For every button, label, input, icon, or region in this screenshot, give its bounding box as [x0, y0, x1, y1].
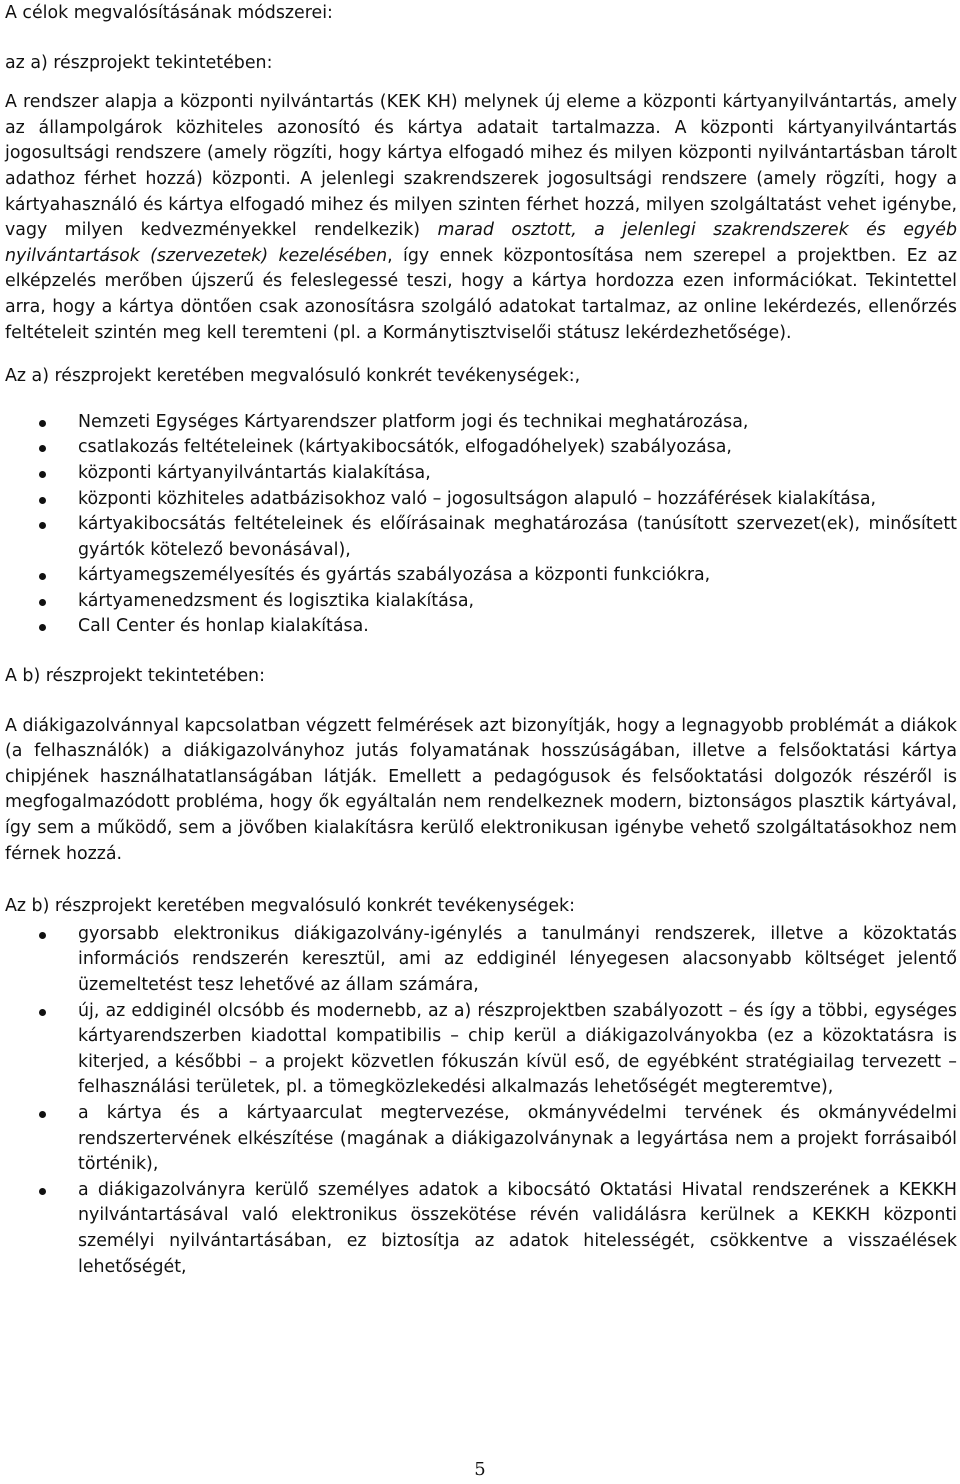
page-number: 5: [474, 1459, 486, 1480]
list-item-text: kártyakibocsátás feltételeinek és előírásainak meghatározása (tanúsított szervezet(ek), minősített gyártók kötelező bevonásával),: [78, 514, 957, 560]
list-item-text: Nemzeti Egységes Kártyarendszer platform jogi és technikai meghatározása,: [78, 411, 749, 432]
list-item-text: a kártya és a kártyaarculat megtervezése, okmányvédelmi tervének és okmányvédelmi rendszertervének elkészítése (magának a diákigazolványnak a legyártása nem a projekt forrásaiból történik),: [78, 1102, 957, 1175]
subproject-a-activities-list: [5, 410, 957, 640]
list-item-text: csatlakozás feltételeinek (kártyakibocsátók, elfogadóhelyek) szabályozása,: [78, 437, 732, 458]
methods-heading: A célok megvalósításának módszerei:: [5, 3, 333, 23]
list-item: [5, 487, 957, 513]
subproject-a-activities-heading: Az a) részprojekt keretében megvalósuló konkrét tevékenységek:,: [5, 366, 581, 387]
subproject-b-activities-list: [5, 922, 957, 1280]
bullet-icon: [39, 932, 46, 939]
list-item: [5, 1178, 957, 1280]
subproject-b-activities-heading: Az b) részprojekt keretében megvalósuló konkrét tevékenységek:: [5, 896, 575, 917]
bullet-icon: [39, 1009, 46, 1016]
list-item: [5, 1101, 957, 1178]
bullet-icon: [39, 445, 46, 452]
list-item: [5, 614, 957, 640]
bullet-icon: [39, 573, 46, 580]
subproject-a-paragraph: [5, 90, 957, 346]
list-item-text: kártyamenedzsment és logisztika kialakítása,: [78, 590, 475, 611]
list-item: [5, 461, 957, 487]
list-item: [5, 435, 957, 461]
list-item-text: Call Center és honlap kialakítása.: [78, 616, 369, 637]
subproject-b-heading: A b) részprojekt tekintetében:: [5, 666, 265, 687]
list-item-text: gyorsabb elektronikus diákigazolvány-igénylés a tanulmányi rendszerek, illetve a közoktatás információs rendszerén keresztül, ami az eddiginél lényegesen alacsonyabb költséget jelentő üzemeltetést tesz lehetővé az állam számára,: [78, 923, 957, 995]
bullet-icon: [39, 497, 46, 504]
paragraph-a-part-3: , így ennek központosítása nem szerepel a projektben. Ez az elképzelés merőben újszerű és feleslegessé teszi, hogy a kártya hordozza ezen információkat. Tekintettel arra, hogy a kártya döntően csak azonosításra szolgáló adatokat tartalmaz, az online lekérdezés, ellenőrzés feltételeit szintén meg kell teremteni (pl. a Kormánytisztviselői státusz lekérdezhetősége).: [5, 245, 957, 343]
list-item: [5, 512, 957, 563]
bullet-icon: [39, 599, 46, 606]
bullet-icon: [39, 624, 46, 631]
subproject-b-paragraph: A diákigazolvánnyal kapcsolatban végzett felmérések azt bizonyítják, hogy a legnagyobb problémát a diákok (a felhasználók) a diákigazolványhoz jutás folyamatának hosszúságában, illetve a felsőoktatási kártya chipjének használhatatlanságában látják. Emellett a pedagógusok és felsőoktatási dolgozók részéről is megfogalmazódott probléma, hogy ők egyáltalán nem rendelkeznek modern, biztonságos plasztik kártyával, így sem a működő, sem a jövőben kialakításra kerülő elektronikusan igénybe vehető szolgáltatásokhoz nem férnek hozzá.: [5, 715, 957, 864]
list-item: [5, 999, 957, 1101]
paragraph-a-italic-part: marad osztott, a jelenlegi szakrendszerek és egyéb nyilvántartások (szervezetek) kezelésében: [5, 220, 958, 266]
list-item: [5, 410, 957, 436]
bullet-icon: [39, 1188, 46, 1195]
list-item-text: a diákigazolványra kerülő személyes adatok a kibocsátó Oktatási Hivatal rendszerének a KEKKH nyilvántartásával való elektronikus összekötése révén validálásra kerülnek a KEKKH központi személyi nyilvántartásában, ez biztosítja az adatok hitelességét, csökkentve a visszaélések lehetőségét,: [78, 1179, 957, 1277]
bullet-icon: [39, 522, 46, 529]
list-item: [5, 922, 957, 999]
list-item-text: központi kártyanyilvántartás kialakítása,: [78, 462, 431, 483]
list-item: [5, 589, 957, 615]
list-item-text: kártyamegszemélyesítés és gyártás szabályozása a központi funkciókra,: [78, 565, 711, 586]
list-item-text: központi közhiteles adatbázisokhoz való – jogosultságon alapuló – hozzáférések kialakítása,: [78, 488, 877, 509]
document-page: [5, 0, 957, 1280]
list-item: [5, 563, 957, 589]
bullet-icon: [39, 1111, 46, 1118]
bullet-icon: [39, 420, 46, 427]
subproject-a-heading: az a) részprojekt tekintetében:: [5, 52, 273, 73]
list-item-text: új, az eddiginél olcsóbb és modernebb, az a) részprojektben szabályozott – és így a többi, egységes kártyarendszerben kiadottal kompatibilis – chip kerül a diákigazolványokba (ez a közoktatásra is kiterjed, a későbbi – a projekt közvetlen fókuszán kívül eső, de egyébként stratégiailag tervezett – felhasználási területek, pl. a tömegközlekedési alkalmazás lehetőségét megteremtve),: [78, 1000, 957, 1098]
bullet-icon: [39, 471, 46, 478]
paragraph-a-part-1: A rendszer alapja a központi nyilvántartás (KEK KH) melynek új eleme a központi kártyanyilvántartás, amely az állampolgárok közhiteles azonosító és kártya adatait tartalmazza. A központi kártyanyilvántartás jogosultsági rendszere (amely rögzíti, hogy kártya elfogadó mihez és milyen központi nyilvántartásban tárolt adathoz férhet hozzá) központi. A jelenlegi szakrendszerek jogosultsági rendszere (amely rögzíti, hogy a kártyahasználó és kártya elfogadó mihez és milyen szinten férhet hozzá, milyen szolgáltatást vehet igénybe, vagy milyen kedvezményekkel rendelkezik): [5, 92, 957, 241]
